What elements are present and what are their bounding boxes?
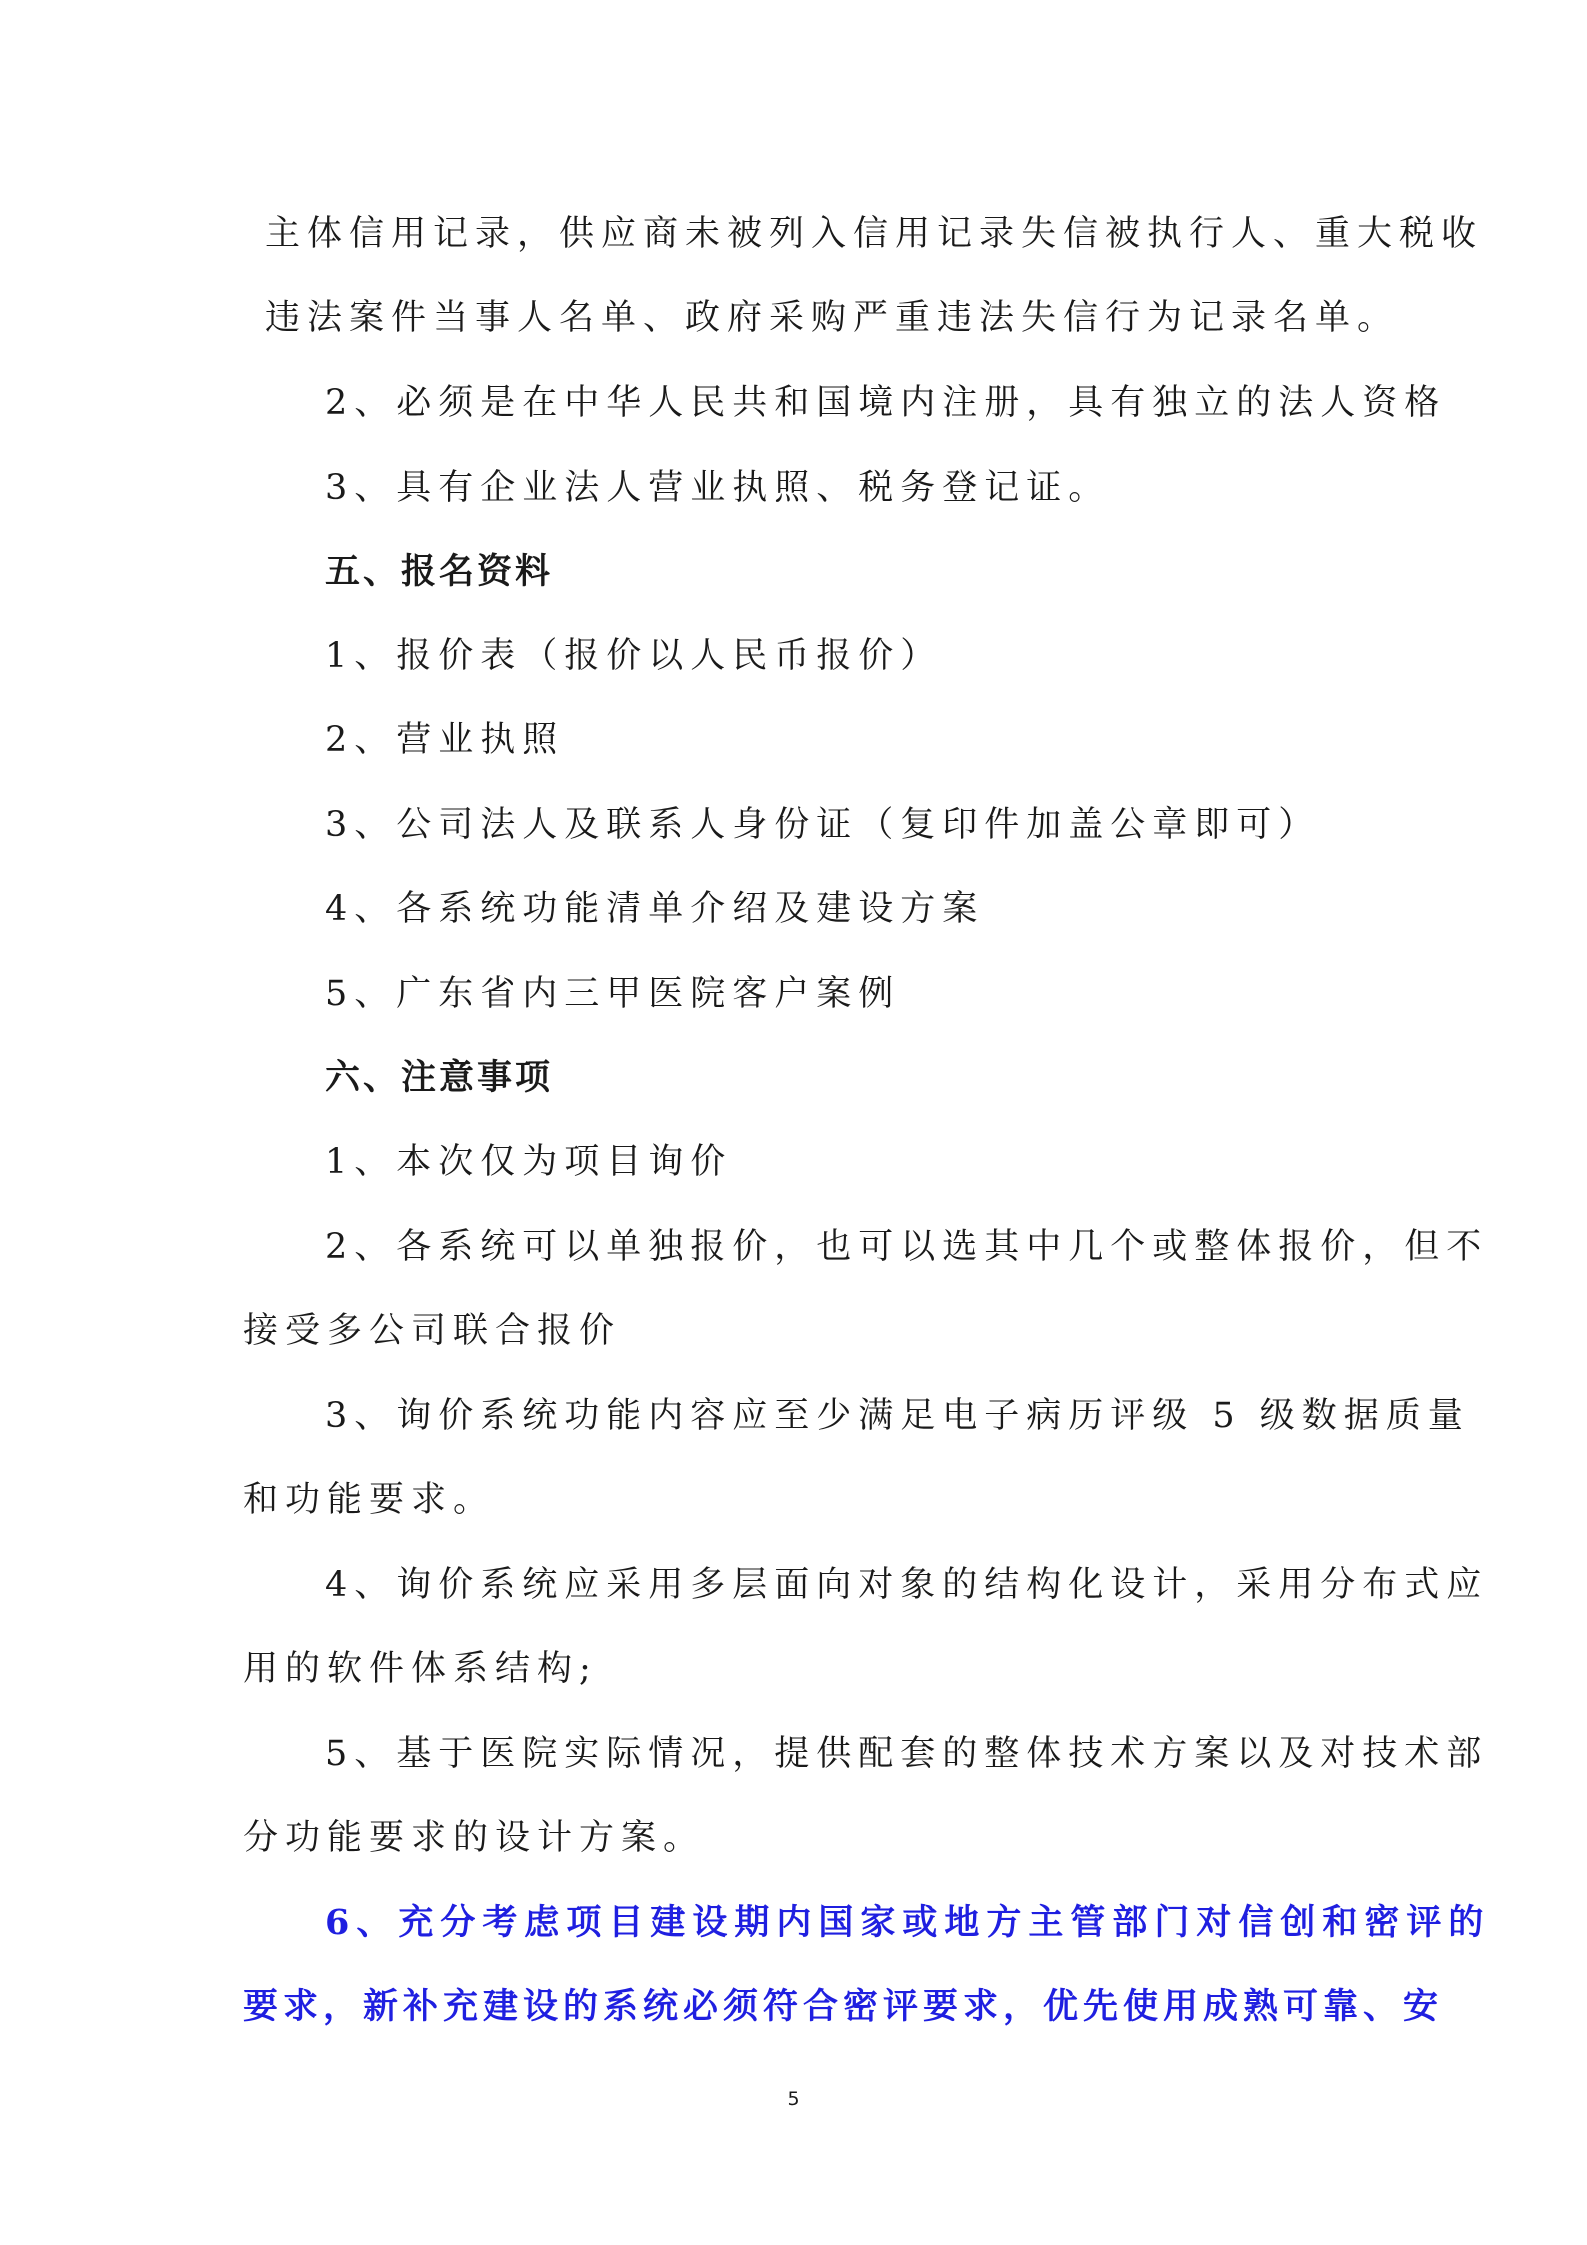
paragraph-line: 主体信用记录，供应商未被列入信用记录失信被执行人、重大税收 xyxy=(265,214,1484,254)
highlighted-list-item-continuation: 要求，新补充建设的系统必须符合密评要求，优先使用成熟可靠、安 xyxy=(243,1986,1444,2027)
list-item: 3、公司法人及联系人身份证（复印件加盖公章即可） xyxy=(325,805,1321,845)
list-item: 4、询价系统应采用多层面向对象的结构化设计，采用分布式应 xyxy=(325,1565,1489,1605)
list-item-continuation: 用的软件体系结构; xyxy=(243,1649,598,1689)
page-number: 5 xyxy=(787,2088,800,2110)
section-heading-notes: 六、注意事项 xyxy=(325,1058,554,1098)
paragraph-line: 违法案件当事人名单、政府采购严重违法失信行为记录名单。 xyxy=(265,298,1400,338)
list-item-continuation: 接受多公司联合报价 xyxy=(243,1311,622,1351)
list-item: 4、各系统功能清单介绍及建设方案 xyxy=(325,889,985,929)
list-item-continuation: 分功能要求的设计方案。 xyxy=(243,1818,706,1858)
list-item: 2、营业执照 xyxy=(325,720,565,760)
paragraph-line: 3、具有企业法人营业执照、税务登记证。 xyxy=(325,468,1111,508)
list-item: 1、报价表（报价以人民币报价） xyxy=(325,636,943,676)
highlighted-list-item: 6、充分考虑项目建设期内国家或地方主管部门对信创和密评的 xyxy=(325,1902,1491,1943)
list-item: 1、本次仅为项目询价 xyxy=(325,1142,733,1182)
list-item: 3、询价系统功能内容应至少满足电子病历评级 5 级数据质量 xyxy=(325,1396,1470,1436)
list-item: 5、广东省内三甲医院客户案例 xyxy=(325,974,901,1014)
list-item: 2、各系统可以单独报价，也可以选其中几个或整体报价，但不 xyxy=(325,1227,1489,1267)
paragraph-line: 2、必须是在中华人民共和国境内注册，具有独立的法人资格 xyxy=(325,383,1447,423)
list-item: 5、基于医院实际情况，提供配套的整体技术方案以及对技术部 xyxy=(325,1734,1489,1774)
list-item-continuation: 和功能要求。 xyxy=(243,1480,496,1520)
section-heading-registration-materials: 五、报名资料 xyxy=(325,552,554,592)
